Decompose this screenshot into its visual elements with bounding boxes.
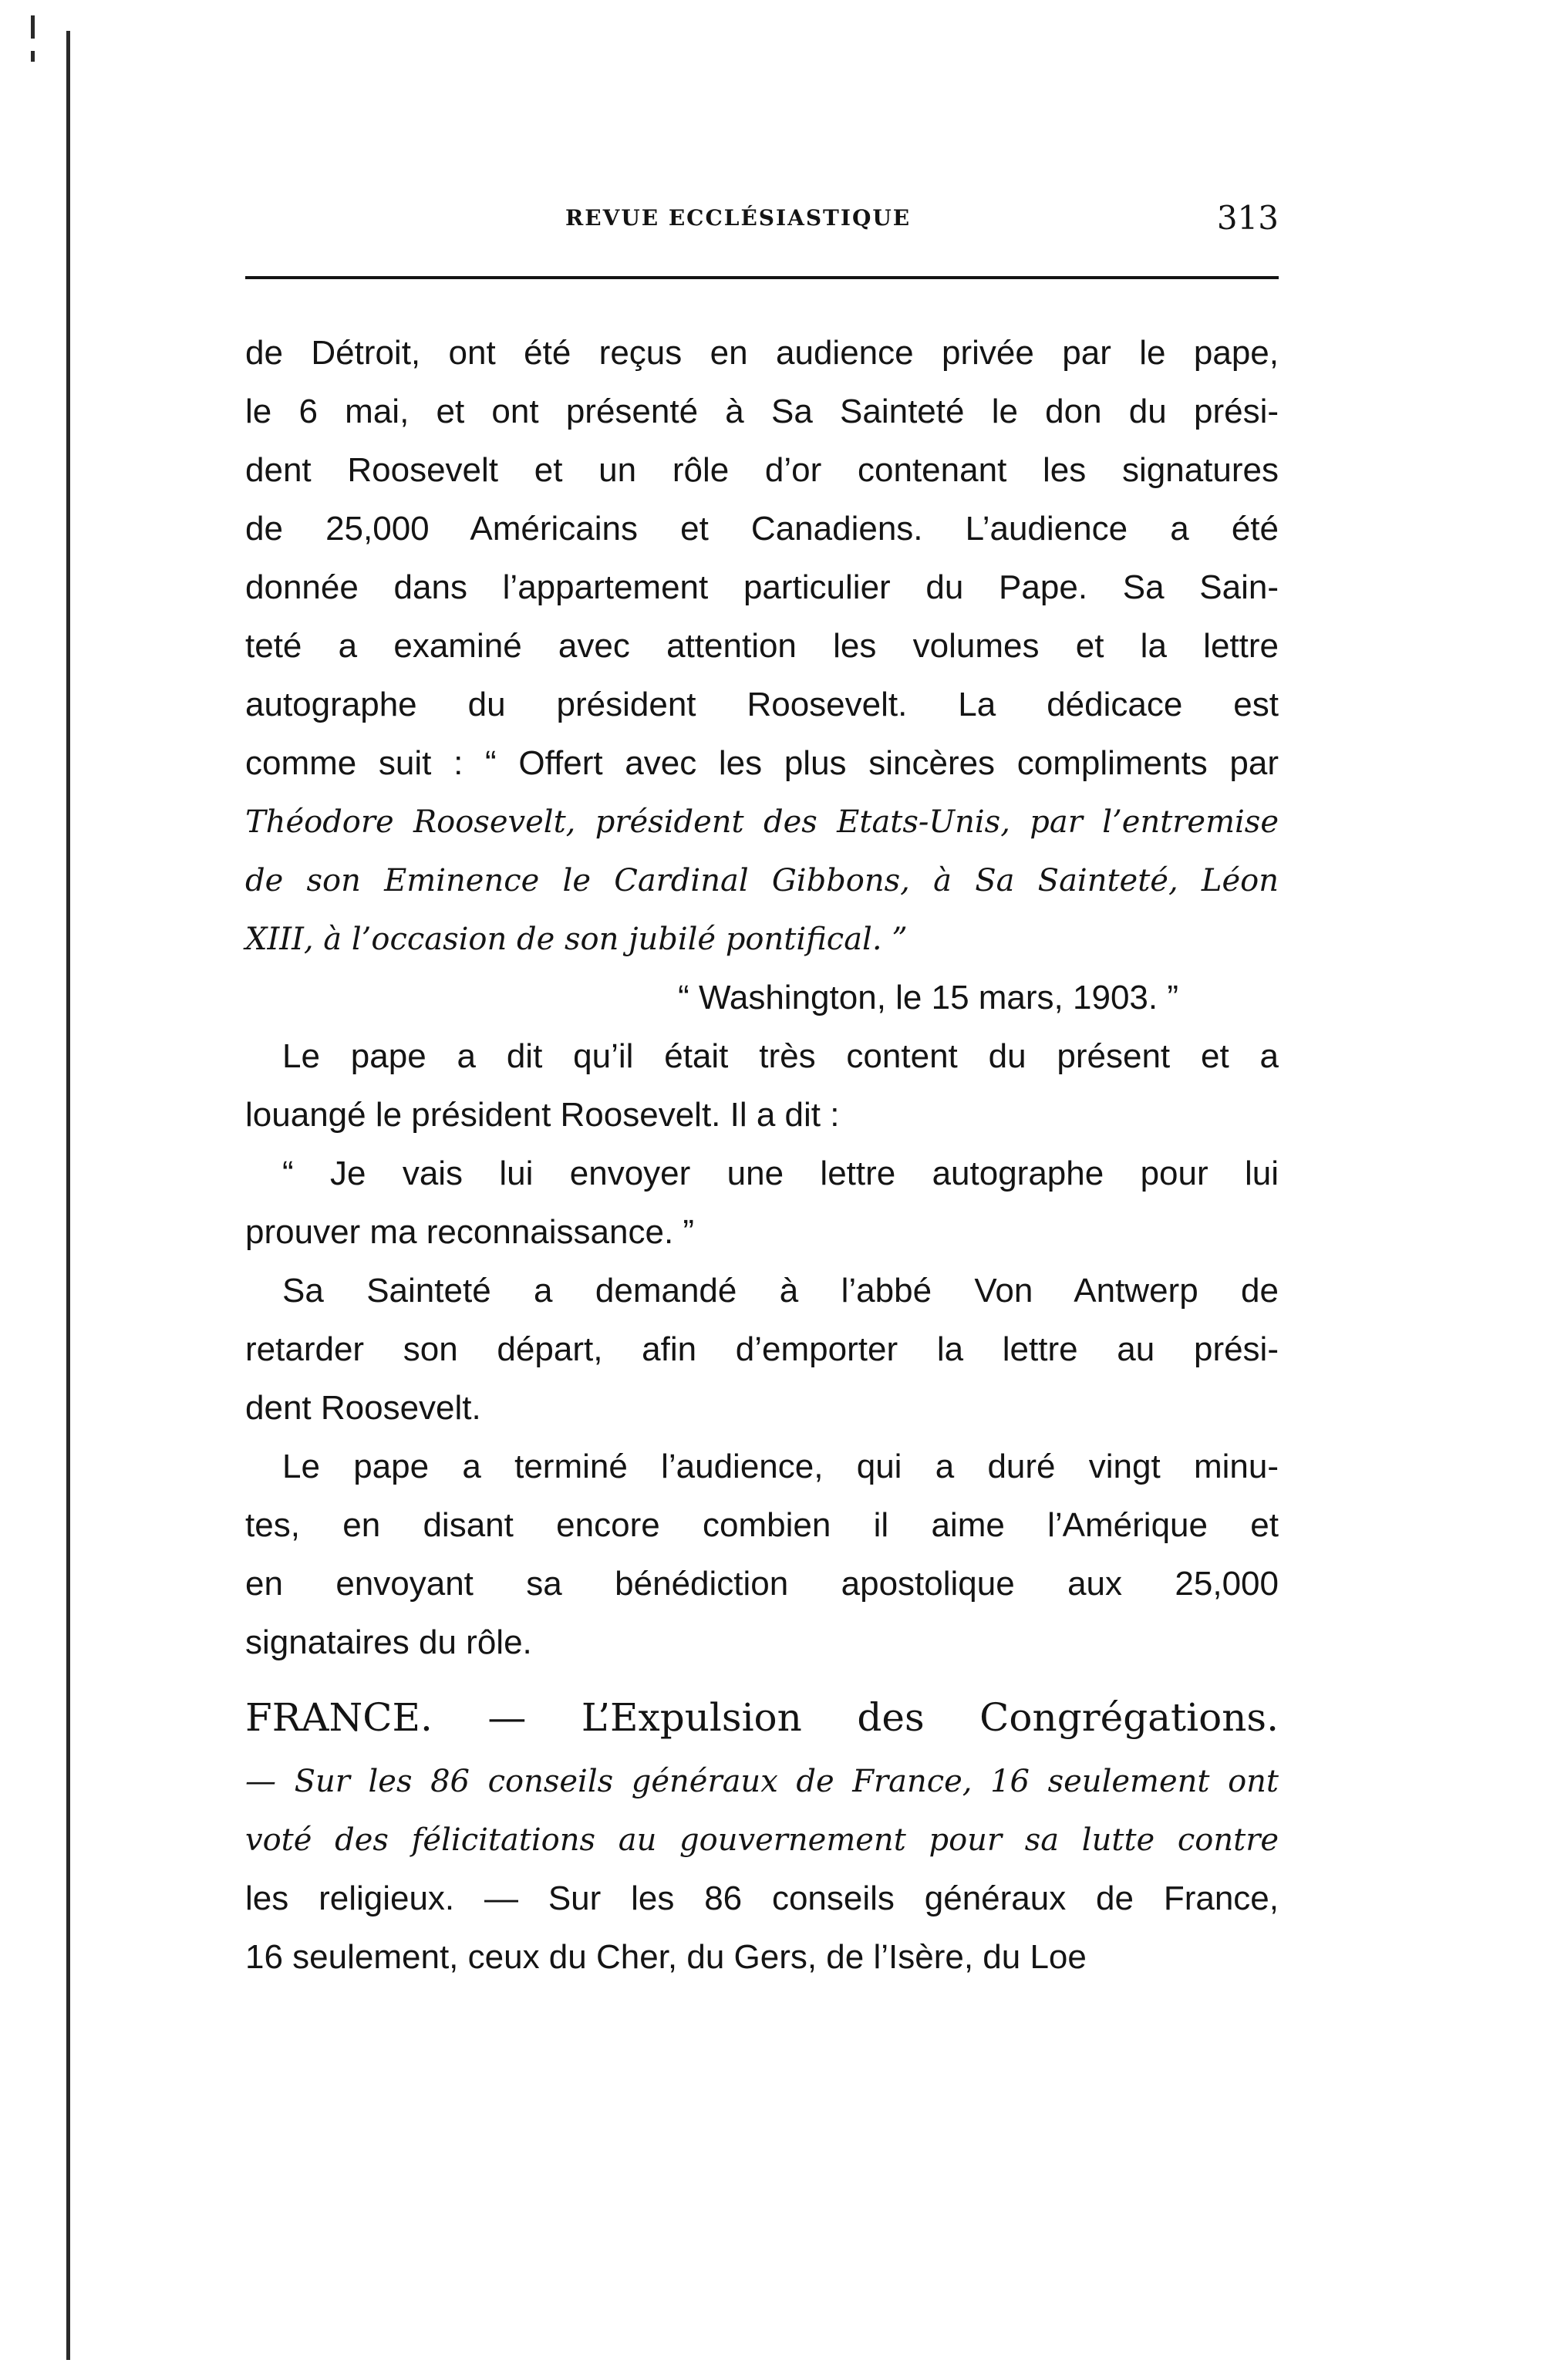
page-header (245, 199, 1279, 245)
text-line: Le pape a dit qu’il était très content du présent et a (282, 1037, 1279, 1075)
text-line: retarder son départ, afin d’emporter la lettre au prési- (245, 1330, 1279, 1368)
quoted-dedication-line: Théodore Roosevelt, président des Etats-Unis, par l’entremise (245, 804, 1279, 840)
text-line: dent Roosevelt et un rôle d’or contenant les signatures (245, 451, 1279, 489)
quoted-dedication-line: de son Eminence le Cardinal Gibbons, à Sa Sainteté, Léon (245, 863, 1279, 898)
text-line: Le pape a terminé l’audience, qui a duré vingt minu- (282, 1448, 1279, 1485)
article-text (245, 324, 1279, 1987)
page-number: 313 (1216, 199, 1279, 237)
text-line: en envoyant sa bénédiction apostolique aux 25,000 (245, 1565, 1279, 1603)
text-line: de Détroit, ont été reçus en audience privée par le pape, (245, 334, 1279, 372)
text-line: — Sur les 86 conseils généraux de France, 16 seulement ont (245, 1764, 1279, 1799)
text-line: 16 seulement, ceux du Cher, du Gers, de l’Isère, du Loe (245, 1938, 1087, 1976)
text-line: Sa Sainteté a demandé à l’abbé Von Antwerp de (282, 1272, 1279, 1310)
text-line: prouver ma reconnaissance. ” (245, 1213, 695, 1251)
text-line: tes, en disant encore combien il aime l’Amérique et (245, 1506, 1279, 1544)
text-line: “ Je vais lui envoyer une lettre autographe pour lui (282, 1155, 1279, 1192)
text-line: les religieux. — Sur les 86 conseils généraux de France, (245, 1879, 1279, 1917)
section-heading: FRANCE. — L’Expulsion des Congrégations. (245, 1695, 1279, 1740)
text-line: comme suit : “ Offert avec les plus sincères compliments par (245, 744, 1279, 782)
scan-mark (31, 51, 35, 62)
dateline: “ Washington, le 15 mars, 1903. ” (678, 979, 1178, 1016)
text-line: signataires du rôle. (245, 1623, 532, 1661)
text-line: donnée dans l’appartement particulier du Pape. Sa Sain- (245, 568, 1279, 606)
scan-mark (31, 15, 35, 39)
text-line: de 25,000 Américains et Canadiens. L’audience a été (245, 510, 1279, 548)
text-line: teté a examiné avec attention les volumes et la lettre (245, 627, 1279, 665)
header-rule (245, 276, 1279, 279)
text-line: voté des félicitations au gouvernement pour sa lutte contre (245, 1822, 1279, 1858)
text-line: dent Roosevelt. (245, 1389, 481, 1427)
quoted-dedication-line: XIII, à l’occasion de son jubilé pontifical. ” (245, 922, 908, 957)
text-line: autographe du président Roosevelt. La dédicace est (245, 686, 1279, 723)
text-line: louangé le président Roosevelt. Il a dit : (245, 1096, 840, 1134)
text-line: le 6 mai, et ont présenté à Sa Sainteté le don du prési- (245, 393, 1279, 430)
page-gutter-edge (66, 31, 70, 2360)
running-head: REVUE ECCLÉSIASTIQUE (565, 205, 912, 231)
